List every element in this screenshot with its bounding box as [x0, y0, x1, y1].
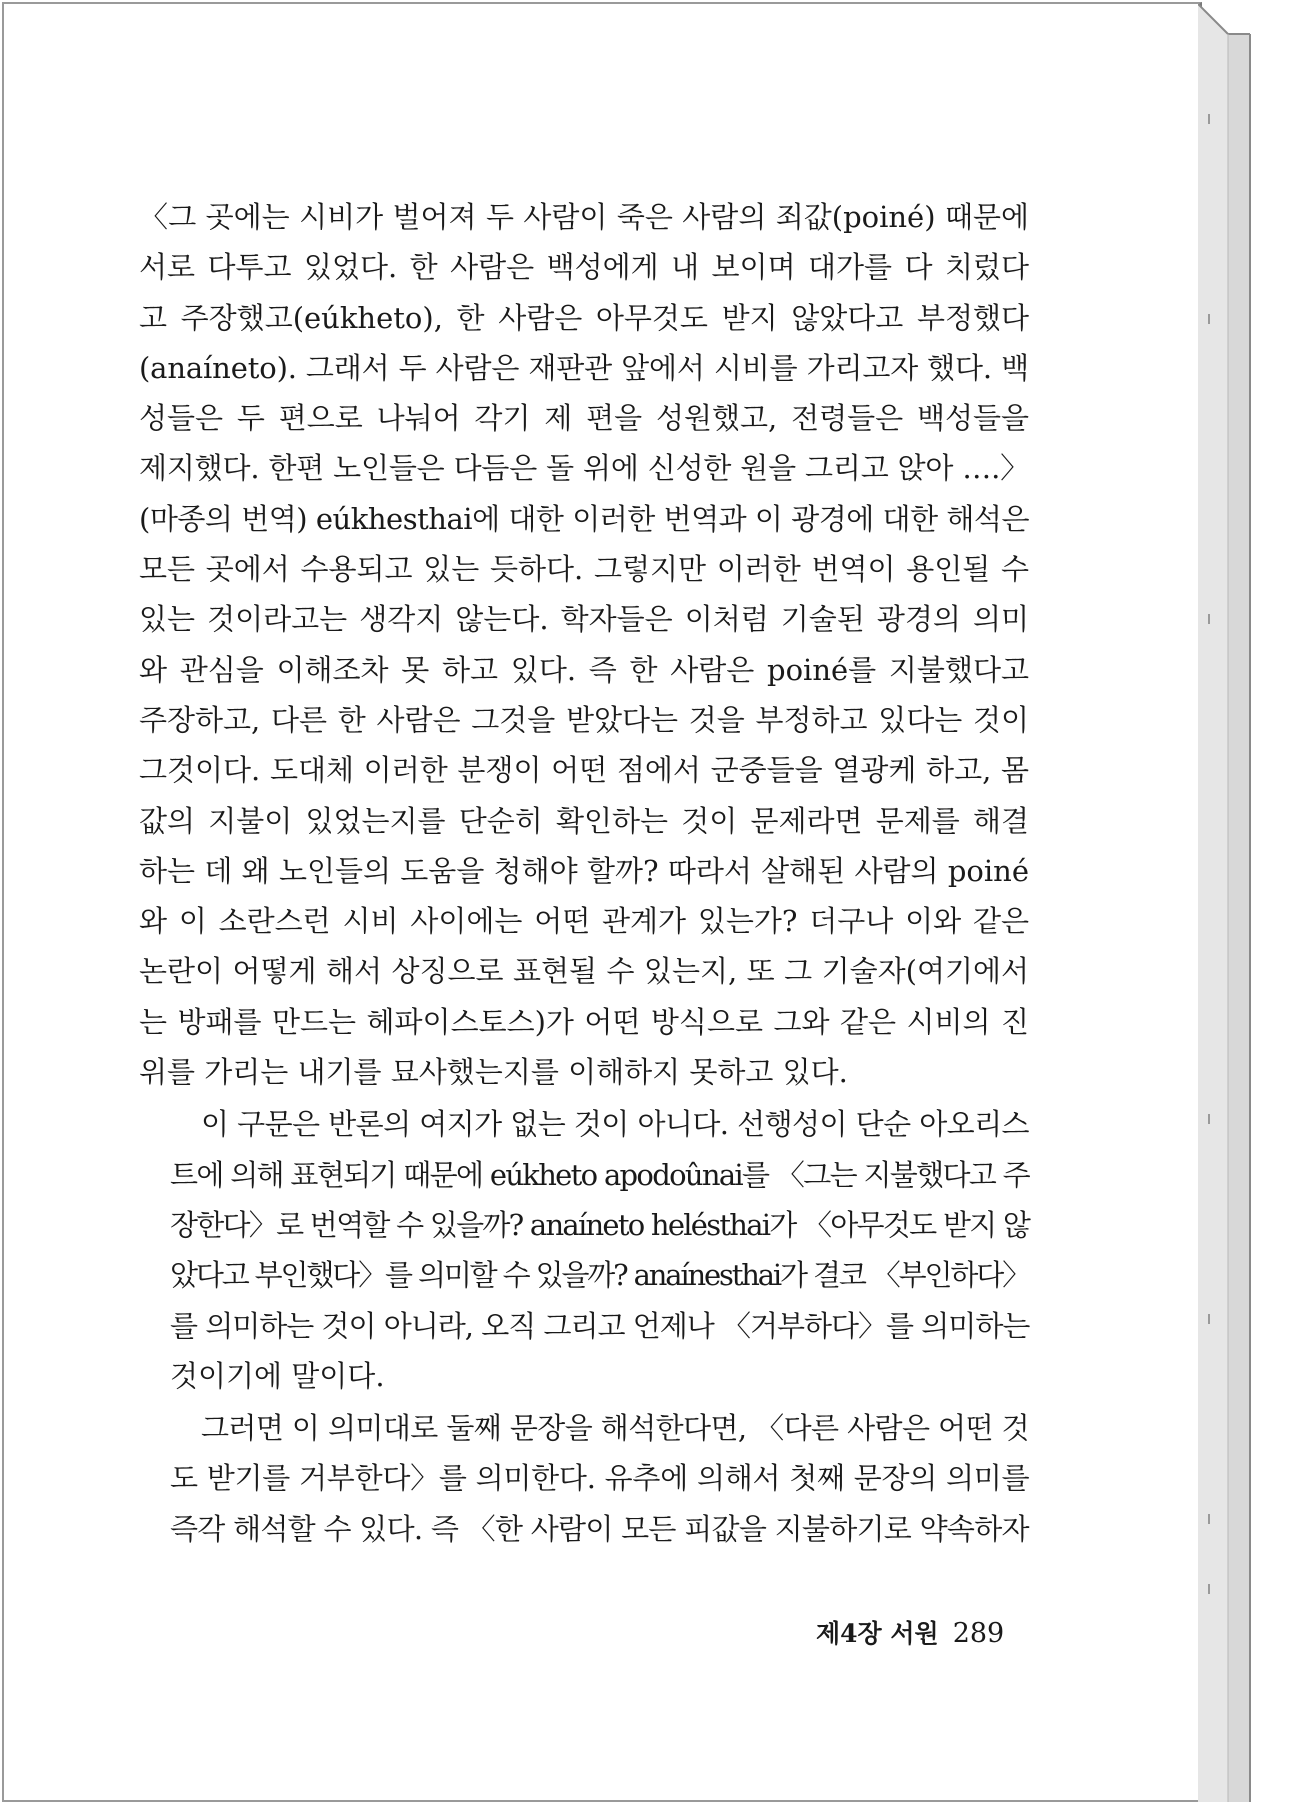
text-line: 도 받기를 거부한다〉를 의미한다. 유추에 의해서 첫째 문장의 의미를	[170, 1461, 1030, 1496]
chapter-title: 제4장 서원	[816, 1619, 939, 1648]
text-line: 았다고 부인했다〉를 의미할 수 있을까? anaínesthai가 결코 〈부인하다〉	[170, 1258, 1029, 1293]
text-line: 주장하고, 다른 한 사람은 그것을 받았다는 것을 부정하고 있다는 것이	[139, 702, 1029, 737]
text-line: 하는 데 왜 노인들의 도움을 청해야 할까? 따라서 살해된 사람의 poiné	[139, 853, 1029, 888]
text-line: 그러면 이 의미대로 둘째 문장을 해석한다면, 〈다른 사람은 어떤 것	[201, 1411, 1029, 1446]
text-line: 와 이 소란스런 시비 사이에는 어떤 관계가 있는가? 더구나 이와 같은	[139, 904, 1029, 939]
text-line: 것이기에 말이다.	[170, 1358, 385, 1393]
text-line: 그것이다. 도대체 이러한 분쟁이 어떤 점에서 군중들을 열광케 하고, 몸	[139, 753, 1029, 788]
text-line: 고 주장했고(eúkheto), 한 사람은 아무것도 받지 않았다고 부정했다	[139, 300, 1029, 335]
text-line: 를 의미하는 것이 아니라, 오직 그리고 언제나 〈거부하다〉를 의미하는	[170, 1308, 1030, 1343]
paragraph	[139, 1403, 1029, 1554]
text-line: 위를 가리는 내기를 묘사했는지를 이해하지 못하고 있다.	[139, 1055, 848, 1090]
body-text	[139, 192, 1029, 1554]
text-line: 값의 지불이 있었는지를 단순히 확인하는 것이 문제라면 문제를 해결	[139, 803, 1029, 838]
text-line: 트에 의해 표현되기 때문에 eúkheto apodoûnai를 〈그는 지불했다고 주	[170, 1157, 1029, 1192]
text-line: 와 관심을 이해조차 못 하고 있다. 즉 한 사람은 poiné를 지불했다고	[139, 652, 1029, 687]
text-line: 논란이 어떻게 해서 상징으로 표현될 수 있는지, 또 그 기술자(여기에서	[139, 954, 1029, 989]
paragraph	[139, 1099, 1029, 1401]
text-line: 있는 것이라고는 생각지 않는다. 학자들은 이처럼 기술된 광경의 의미	[139, 602, 1029, 637]
text-line: (마종의 번역) eúkhesthai에 대한 이러한 번역과 이 광경에 대한 해석은	[139, 501, 1029, 536]
text-line: 성들은 두 편으로 나눠어 각기 제 편을 성원했고, 전령들은 백성들을	[139, 401, 1029, 436]
text-line: 이 구문은 반론의 여지가 없는 것이 아니다. 선행성이 단순 아오리스	[201, 1107, 1029, 1142]
text-line: 즉각 해석할 수 있다. 즉 〈한 사람이 모든 피값을 지불하기로 약속하자	[170, 1511, 1029, 1546]
book-edge	[1198, 4, 1268, 1802]
text-line: 서로 다투고 있었다. 한 사람은 백성에게 내 보이며 대가를 다 치렀다	[139, 250, 1029, 285]
page-footer	[816, 1614, 1004, 1650]
page-number: 289	[952, 1618, 1005, 1649]
paragraph	[139, 192, 1029, 1097]
text-line: 제지했다. 한편 노인들은 다듬은 돌 위에 신성한 원을 그리고 앉아 ….〉	[139, 451, 1029, 486]
text-line: 는 방패를 만드는 헤파이스토스)가 어떤 방식으로 그와 같은 시비의 진	[139, 1004, 1029, 1039]
text-line: 모든 곳에서 수용되고 있는 듯하다. 그렇지만 이러한 번역이 용인될 수	[139, 552, 1029, 587]
text-line: (anaíneto). 그래서 두 사람은 재판관 앞에서 시비를 가리고자 했다. 백	[139, 350, 1029, 385]
text-line: 장한다〉로 번역할 수 있을까? anaíneto helésthai가 〈아무것도 받지 않	[170, 1207, 1030, 1242]
text-line: 〈그 곳에는 시비가 벌어져 두 사람이 죽은 사람의 죄값(poiné) 때문에	[139, 200, 1029, 234]
